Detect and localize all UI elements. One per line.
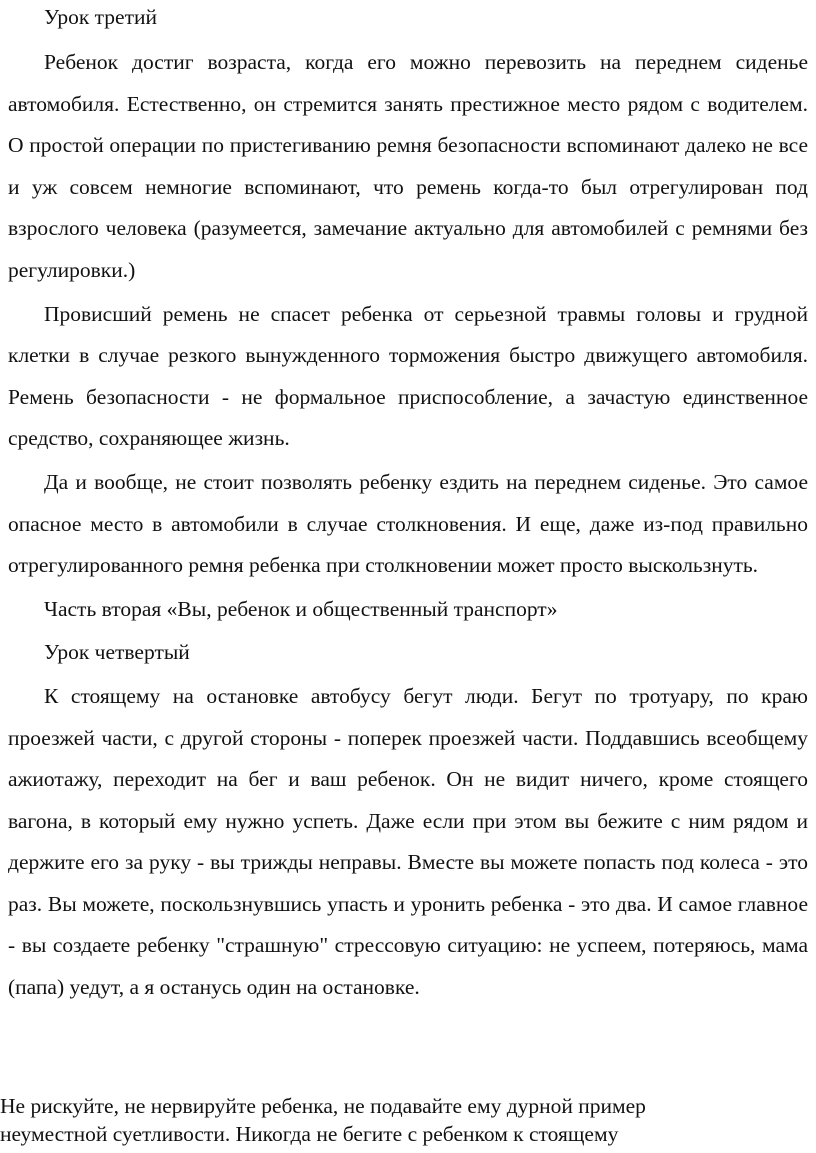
paragraph-bus-stop: К стоящему на остановке автобусу бегут люди. Бегут по тротуару, по краю проезжей части, с другой стороны - поперек проезжей части. Поддавшись всеобщему ажиотажу, переходит на бег и ваш ребенок. Он не видит ничего, кроме стоящего вагона, в который ему нужно успеть. Даже если при этом вы бежите с ним рядом и держите его за руку - вы трижды неправы. Вместе вы можете попасть под колеса - это раз. Вы можете, поскользнувшись упасть и уронить ребенка - это два. И самое главное - вы создаете ребенку "страшную" стрессовую ситуацию: не успеем, потеряюсь, мама (папа) уедут, а я останусь один на остановке. <box>8 683 808 1000</box>
lesson-four-heading: Урок четвертый <box>44 640 190 665</box>
document-page <box>8 0 808 1009</box>
continuation-line-1: Не рискуйте, не нервируйте ребенка, не подавайте ему дурной пример <box>0 1094 646 1118</box>
continuation-line-2: неуместной суетливости. Никогда не бегите с ребенком к стоящему <box>0 1122 619 1146</box>
paragraph-loose-belt: Провисший ремень не спасет ребенка от серьезной травмы головы и грудной клетки в случае резкого вынужденного торможения быстро движущего автомобиля. Ремень безопасности - не формальное приспособление, а зачастую единственное средство, сохраняющее жизнь. <box>8 301 808 451</box>
paragraph-front-seat: Да и вообще, не стоит позволять ребенку ездить на переднем сиденье. Это самое опасное место в автомобили в случае столкновения. И еще, даже из-под правильно отрегулированного ремня ребенка при столкновении может просто выскользнуть. <box>8 469 808 578</box>
paragraph-seat-belt: Ребенок достиг возраста, когда его можно перевозить на переднем сиденье автомобиля. Естественно, он стремится занять престижное место рядом с водителем. О простой операции по пристегиванию ремня безопасности вспоминают далеко не все и уж совсем немногие вспоминают, что ремень когда-то был отрегулирован под взрослого человека (разумеется, замечание актуально для автомобилей с ремнями без регулировки.) <box>8 50 808 282</box>
part-two-heading: Часть вторая «Вы, ребенок и общественный транспорт» <box>44 596 558 621</box>
lesson-three-heading: Урок третий <box>44 5 158 29</box>
continuation-text <box>0 1092 816 1148</box>
